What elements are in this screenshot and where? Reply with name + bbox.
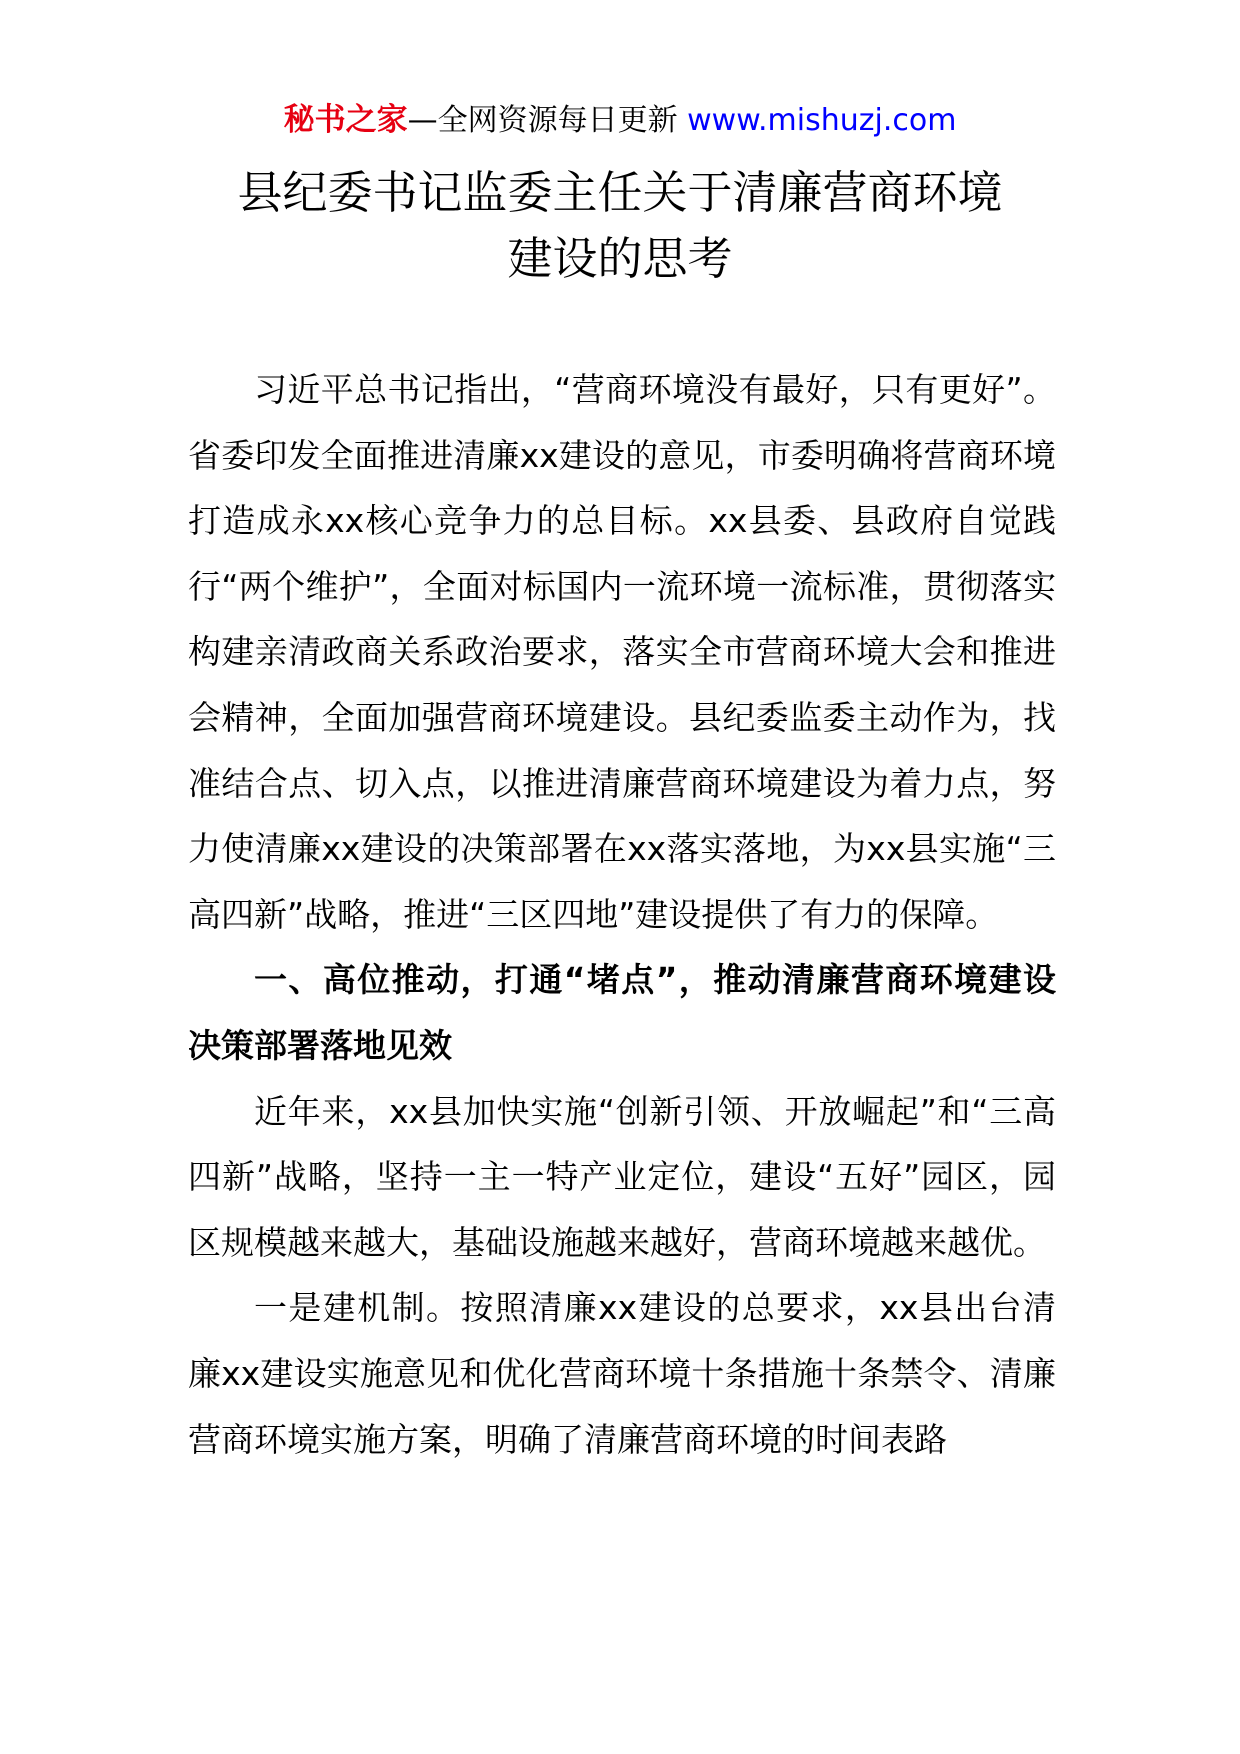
paragraph-recent-years: 近年来，xx县加快实施“创新引领、开放崛起”和“三高四新”战略，坚持一主一特产业定位，建设“五好”园区，园区规模越来越大，基础设施越来越好，营商环境越来越优。 <box>188 1091 1056 1262</box>
section-heading-1: 一、高位推动，打通“堵点”，推动清廉营商环境建设决策部署落地见效 <box>188 960 1056 1065</box>
paragraph-mechanism: 一是建机制。按照清廉xx建设的总要求，xx县出台清廉xx建设实施意见和优化营商环境十条措施十条禁令、清廉营商环境实施方案，明确了清廉营商环境的时间表路 <box>188 1288 1056 1459</box>
document-body <box>188 357 1056 1472</box>
site-header <box>0 98 1240 143</box>
brand-name: 秘书之家 <box>283 102 408 138</box>
header-tagline: —全网资源每日更新 <box>407 103 678 138</box>
title-line-1: 县纪委书记监委主任关于清廉营商环境 <box>237 166 1003 219</box>
title-line-2: 建设的思考 <box>507 232 733 285</box>
paragraph-intro: 习近平总书记指出，“营商环境没有最好，只有更好”。省委印发全面推进清廉xx建设的意见，市委明确将营商环境打造成永xx核心竞争力的总目标。xx县委、县政府自觉践行“两个维护”，全面对标国内一流环境一流标准，贯彻落实构建亲清政商关系政治要求，落实全市营商环境大会和推进会精神，全面加强营商环境建设。县纪委监委主动作为，找准结合点、切入点，以推进清廉营商环境建设为着力点，努力使清廉xx建设的决策部署在xx落实落地，为xx县实施“三高四新”战略，推进“三区四地”建设提供了有力的保障。 <box>188 370 1056 934</box>
site-url-link[interactable]: www.mishuzj.com <box>687 103 957 138</box>
document-title <box>0 160 1240 292</box>
